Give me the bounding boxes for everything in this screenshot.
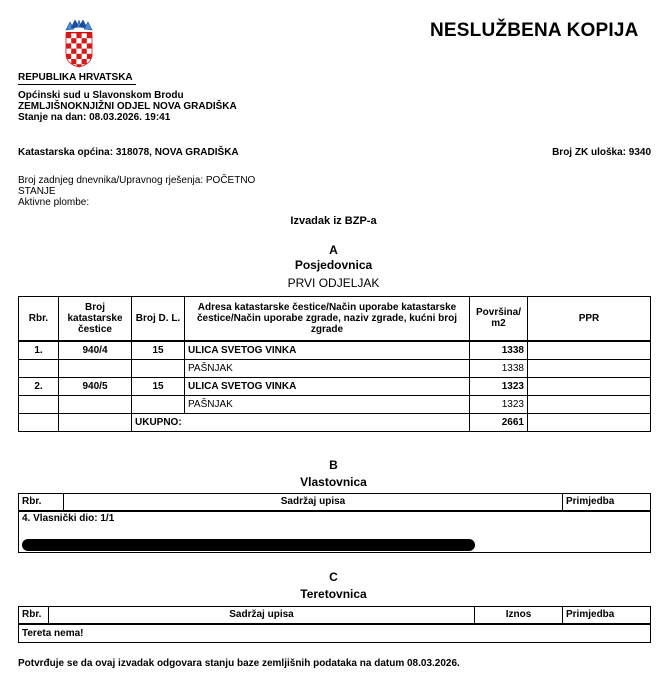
encumbrance-table <box>18 606 651 643</box>
republic-label: REPUBLIKA HRVATSKA <box>18 72 133 83</box>
col-rbr: Rbr. <box>19 607 49 624</box>
court-name: Općinski sud u Slavonskom Brodu <box>18 90 184 101</box>
table-row: 2. 940/5 15 ULICA SVETOG VINKA 1323 <box>19 377 651 395</box>
journal-line-2: STANJE <box>18 186 56 197</box>
section-a-subsection: PRVI ODJELJAK <box>287 276 380 290</box>
section-c-title: Teretovnica <box>300 587 367 601</box>
section-b-letter: B <box>329 458 338 472</box>
table-row: PAŠNJAK 1323 <box>19 395 651 413</box>
journal-line-1: Broj zadnjeg dnevnika/Upravnog rješenja: POČETNO <box>18 175 256 186</box>
col-note: Primjedba <box>563 607 651 624</box>
col-area: Površina/ m2 <box>470 297 528 341</box>
redacted-owner <box>22 539 475 551</box>
croatian-coat-of-arms-icon <box>64 20 94 68</box>
col-content: Sadržaj upisa <box>64 494 563 511</box>
cadastral-municipality: Katastarska općina: 318078, NOVA GRADIŠKA <box>18 147 239 158</box>
col-note: Primjedba <box>563 494 651 511</box>
col-content: Sadržaj upisa <box>49 607 475 624</box>
table-row: PAŠNJAK 1338 <box>19 359 651 377</box>
col-parcel-number: Broj katastarske čestice <box>59 297 132 341</box>
section-a-title: Posjedovnica <box>294 258 373 272</box>
active-seals: Aktivne plombe: <box>18 197 90 208</box>
section-a-letter: A <box>329 243 338 257</box>
confirmation-text: Potvrđuje se da ovaj izvadak odgovara stanju baze zemljišnih podataka na datum 08.03.2026. <box>18 658 460 669</box>
total-label: UKUPNO: <box>132 413 470 431</box>
table-row: 1. 940/4 15 ULICA SVETOG VINKA 1338 <box>19 341 651 360</box>
extract-title: Izvadak iz BZP-a <box>290 215 377 227</box>
unofficial-copy-title: NESLUŽBENA KOPIJA <box>430 20 639 41</box>
total-row <box>19 413 651 431</box>
col-rbr: Rbr. <box>19 494 64 511</box>
possession-table <box>18 296 651 432</box>
status-date: Stanje na dan: 08.03.2026. 19:41 <box>18 112 171 123</box>
total-value: 2661 <box>470 413 528 431</box>
zk-number: Broj ZK uloška: 9340 <box>552 147 651 158</box>
col-amount: Iznos <box>475 607 563 624</box>
col-rbr: Rbr. <box>19 297 59 341</box>
republic-divider <box>18 84 136 85</box>
section-b-title: Vlastovnica <box>300 475 367 489</box>
encumbrance-entry: Tereta nema! <box>19 624 651 643</box>
department-name: ZEMLJIŠNOKNJIŽNI ODJEL NOVA GRADIŠKA <box>18 101 237 112</box>
col-ppr: PPR <box>528 297 651 341</box>
col-broj-dl: Broj D. L. <box>132 297 185 341</box>
col-address: Adresa katastarske čestice/Način uporabe katastarske čestice/Način uporabe zgrade, naziv zgrade, kućni broj zgrade <box>185 297 470 341</box>
ownership-entry: 4. Vlasnički dio: 1/1 <box>19 511 651 553</box>
section-c-letter: C <box>329 570 338 584</box>
